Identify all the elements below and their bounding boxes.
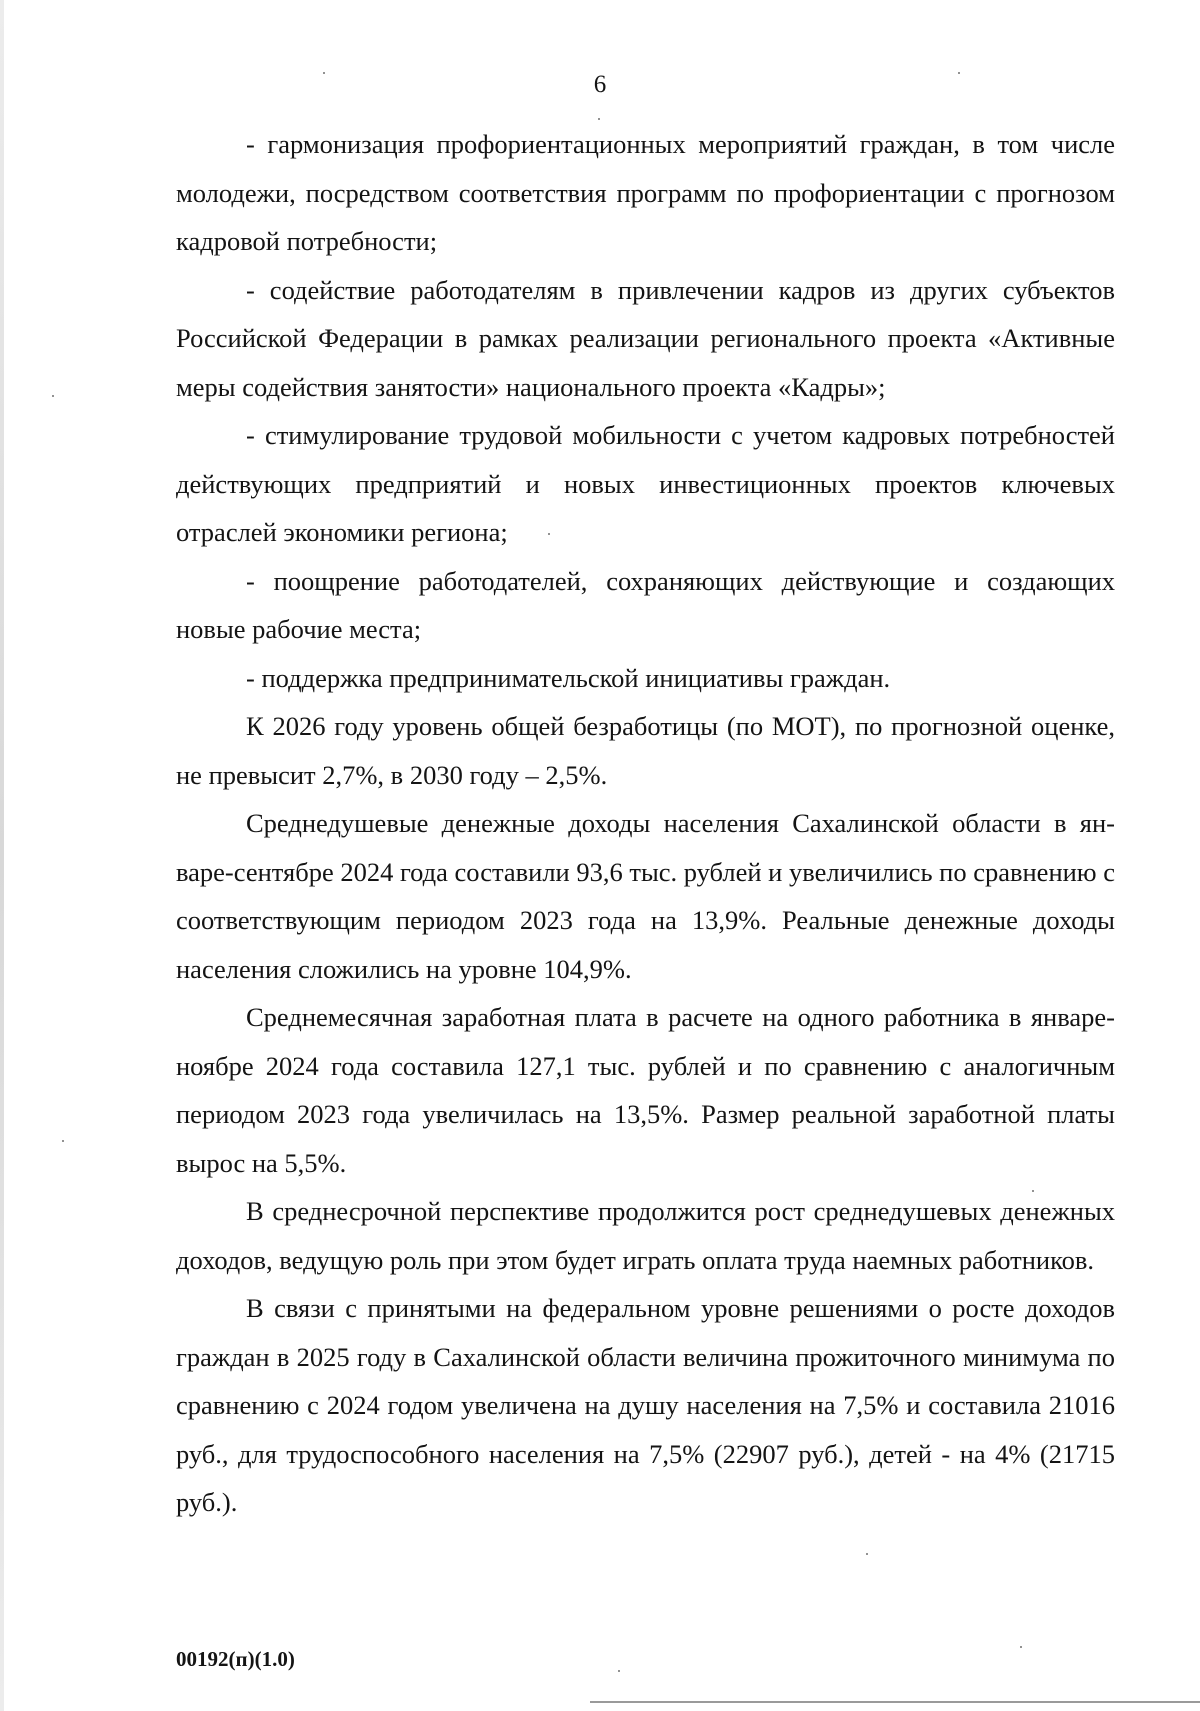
scan-speck <box>1020 1646 1022 1648</box>
paragraph-entrepreneurship: - поддержка предпринимательской инициативы граждан. <box>246 662 891 693</box>
scan-speck <box>52 395 54 397</box>
scan-bottom-edge <box>590 1701 1200 1703</box>
scan-speck <box>866 1553 868 1555</box>
paragraph-unemployment-forecast: К 2026 году уровень общей безработицы (по МОТ), по прогнозной оценке, не превысит 2,7%, в 2030 году – 2,5%. <box>176 711 1115 790</box>
scan-speck <box>618 1670 620 1672</box>
scan-speck <box>958 72 960 74</box>
paragraph-employer-incentives: - поощрение работодателей, сохраняющих действующие и создающих новые рабочие места; <box>176 565 1115 644</box>
paragraph-labor-mobility: - стимулирование трудовой мобильности с учетом кадровых потребностей действующих предприятий и новых инвестиционных проектов ключевых отраслей экономики региона; <box>176 420 1115 547</box>
paragraph-career-guidance: - гармонизация профориентационных мероприятий граждан, в том числе молодежи, посредством соответствия программ по профориентации с прогнозом кадровой потребности; <box>176 129 1115 256</box>
scan-speck <box>1032 1190 1034 1192</box>
scan-speck <box>323 72 325 74</box>
scan-speck <box>62 1140 64 1142</box>
scan-speck <box>598 118 600 120</box>
paragraph-medium-term-outlook: В среднесрочной перспективе продолжится рост среднедушевых денежных доходов, ведущую роль при этом будет играть оплата труда наемных работников. <box>176 1196 1115 1275</box>
scan-left-edge <box>0 0 4 1711</box>
document-code: 00192(п)(1.0) <box>176 1647 295 1671</box>
body-text <box>176 120 1115 1527</box>
page-number: 6 <box>593 71 607 98</box>
paragraph-average-salary: Среднемесячная заработная плата в расчете на одного работника в январе-ноябре 2024 года составила 127,1 тыс. рублей и по сравнению с аналогичным периодом 2023 года увеличилась на 13,5%. Размер реальной заработной платы вырос на 5,5%. <box>176 1002 1115 1178</box>
paragraph-employer-assistance: - содействие работодателям в привлечении кадров из других субъектов Российской Федерации в рамках реализации регионального проекта «Активные меры содействия занятости» национального проекта «Кадры»; <box>176 274 1115 402</box>
paragraph-subsistence-minimum: В связи с принятыми на федеральном уровне решениями о росте доходов граждан в 2025 году в Сахалинской области величина прожиточного минимума по сравнению с 2024 годом увеличена на душу населения на 7,5% и составила 21016 руб., для трудоспособного населения на 7,5% (22907 руб.), детей - на 4% (21715 руб.). <box>176 1293 1115 1517</box>
paragraph-per-capita-income: Среднедушевые денежные доходы населения Сахалинской области в январе-сентябре 2024 года составили 93,6 тыс. рублей и увеличились по сравнению с соответствующим периодом 2023 года на 13,9%. Реальные денежные доходы населения сложились на уровне 104,9%. <box>176 808 1115 984</box>
scan-speck <box>548 533 550 535</box>
